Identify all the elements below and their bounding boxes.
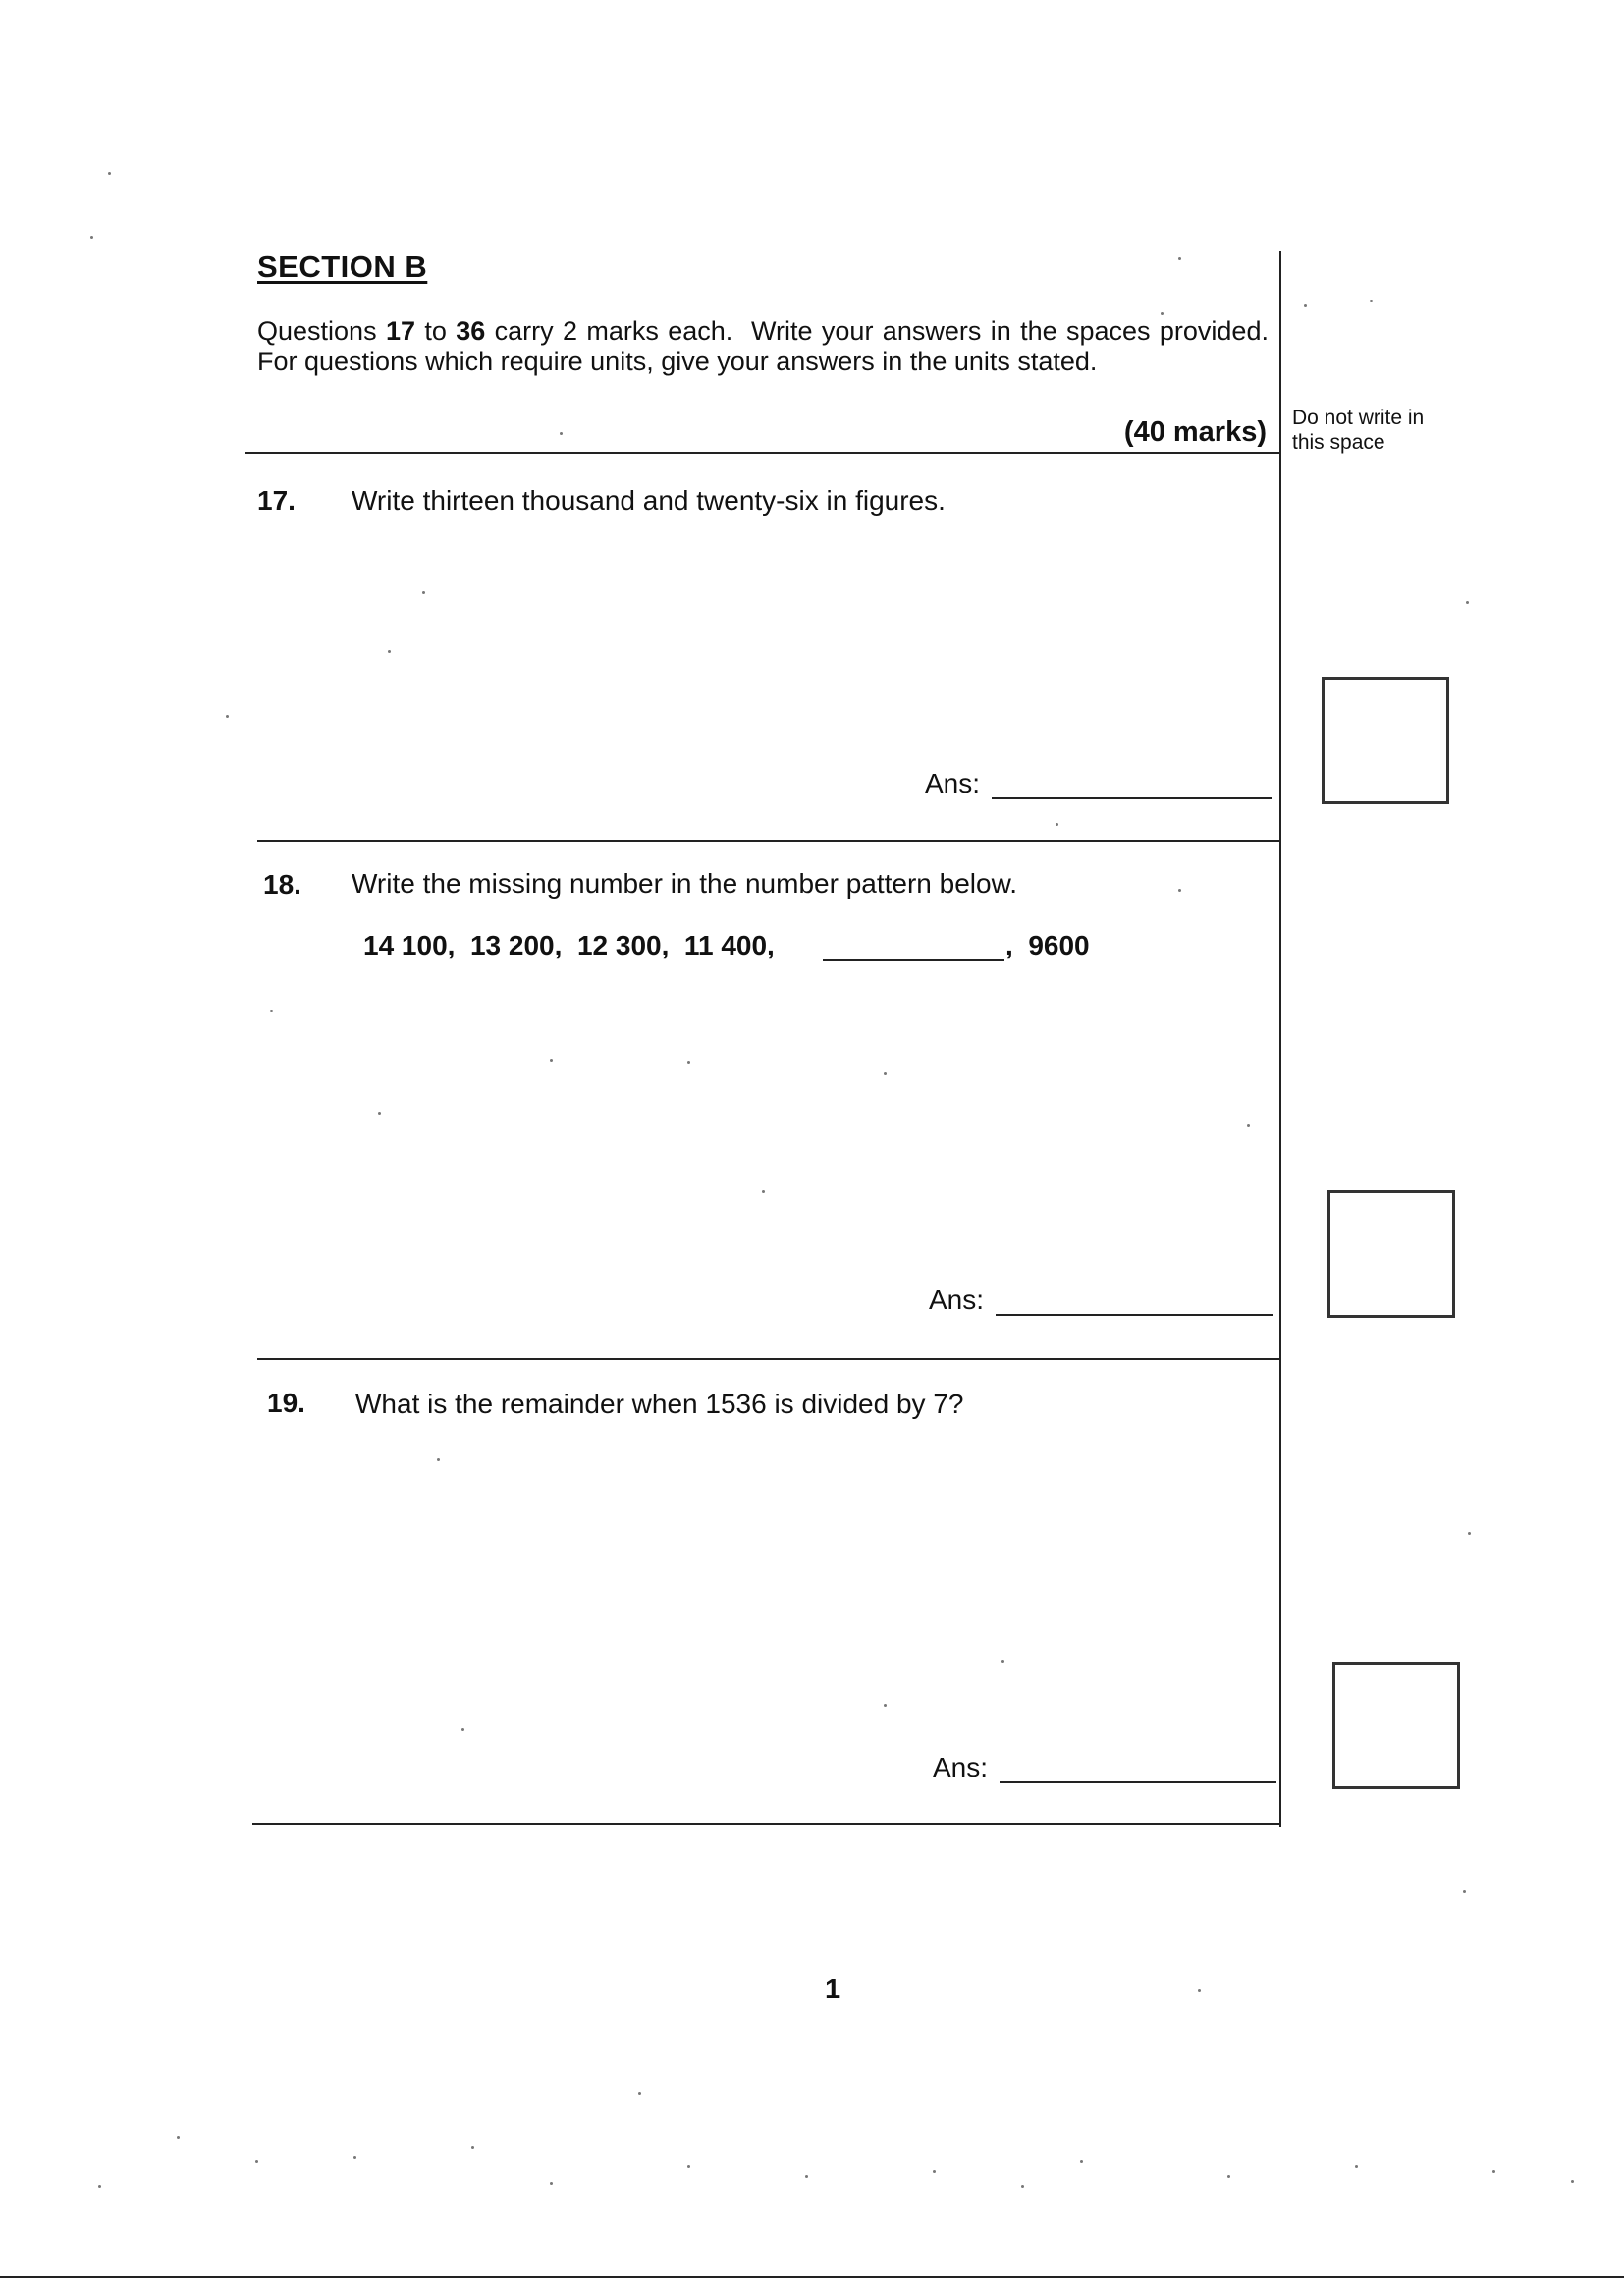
scan-speck [422,591,425,594]
question-17-answer-line[interactable] [992,797,1272,799]
scan-speck [1468,1532,1471,1535]
scan-speck [1198,1989,1201,1992]
question-18-answer-line[interactable] [996,1314,1273,1316]
scan-speck [1021,2185,1024,2188]
question-18-missing-number-blank[interactable] [823,959,1004,961]
scan-speck [270,1010,273,1012]
scan-speck [1001,1660,1004,1663]
scan-speck [1370,300,1373,302]
instructions-bold-start: 17 [385,316,415,346]
header-rule [245,452,1279,454]
margin-divider-line [1279,251,1281,1827]
scan-speck [388,650,391,653]
page-bottom-edge [0,2276,1624,2278]
question-17-answer-label: Ans: [925,768,981,798]
instructions-bold-end: 36 [456,316,486,346]
scan-speck [933,2170,936,2173]
instructions-part-3: carry 2 marks each. Write your answers in the spaces provided. For questions which require units, give your answers in the units stated. [257,316,1269,376]
scan-speck [437,1458,440,1461]
scan-speck [461,1728,464,1731]
scan-speck [687,2165,690,2168]
question-18-bottom-rule [257,1358,1279,1360]
scan-speck [550,1059,553,1062]
question-19-mark-box [1332,1662,1460,1789]
scan-speck [884,1072,887,1075]
question-18-mark-box [1327,1190,1455,1318]
section-instructions [257,316,1269,377]
scan-speck [884,1704,887,1707]
scan-speck [1247,1124,1250,1127]
total-marks: (40 marks) [1123,416,1267,448]
scan-speck [471,2146,474,2149]
scan-speck [805,2175,808,2178]
scan-speck [378,1112,381,1115]
instructions-part-1: Questions [257,316,386,346]
question-18-number: 18. [263,869,301,900]
scan-speck [1571,2180,1574,2183]
margin-note: Do not write in this space [1292,407,1425,454]
question-17-mark-box [1322,677,1449,804]
question-18-sequence: 14 100, 13 200, 12 300, 11 400, [363,930,775,960]
section-title: SECTION B [257,249,428,284]
scan-speck [90,236,93,239]
question-19-bottom-rule [252,1823,1279,1825]
scan-speck [560,432,563,435]
scan-speck [98,2185,101,2188]
question-17-number: 17. [257,485,296,516]
scan-speck [1178,889,1181,892]
scan-speck [1056,823,1058,826]
scan-speck [1492,2170,1495,2173]
scan-speck [1080,2160,1083,2163]
scan-speck [1161,312,1164,315]
question-18-sequence-end: , 9600 [1005,930,1090,960]
question-19-answer-line[interactable] [1000,1781,1276,1783]
question-19-number: 19. [267,1388,305,1418]
scan-speck [1466,601,1469,604]
scan-speck [762,1190,765,1193]
scan-speck [638,2092,641,2095]
scan-speck [687,1061,690,1064]
scan-speck [1227,2175,1230,2178]
scan-speck [1178,257,1181,260]
question-17-bottom-rule [257,840,1279,842]
scan-speck [108,172,111,175]
scan-speck [255,2160,258,2163]
question-17-text: Write thirteen thousand and twenty-six in figures. [352,485,946,516]
question-19-text: What is the remainder when 1536 is divided by 7? [355,1389,964,1419]
scan-speck [226,715,229,718]
page-number: 1 [825,1974,841,2005]
question-18-answer-label: Ans: [929,1285,985,1315]
instructions-part-2: to [414,316,457,346]
scan-speck [177,2136,180,2139]
question-18-text: Write the missing number in the number pattern below. [352,868,1018,899]
scan-speck [1463,1890,1466,1893]
scan-speck [1304,304,1307,307]
scan-speck [1355,2165,1358,2168]
scan-speck [353,2156,356,2159]
question-19-answer-label: Ans: [933,1752,989,1782]
scan-speck [550,2182,553,2185]
